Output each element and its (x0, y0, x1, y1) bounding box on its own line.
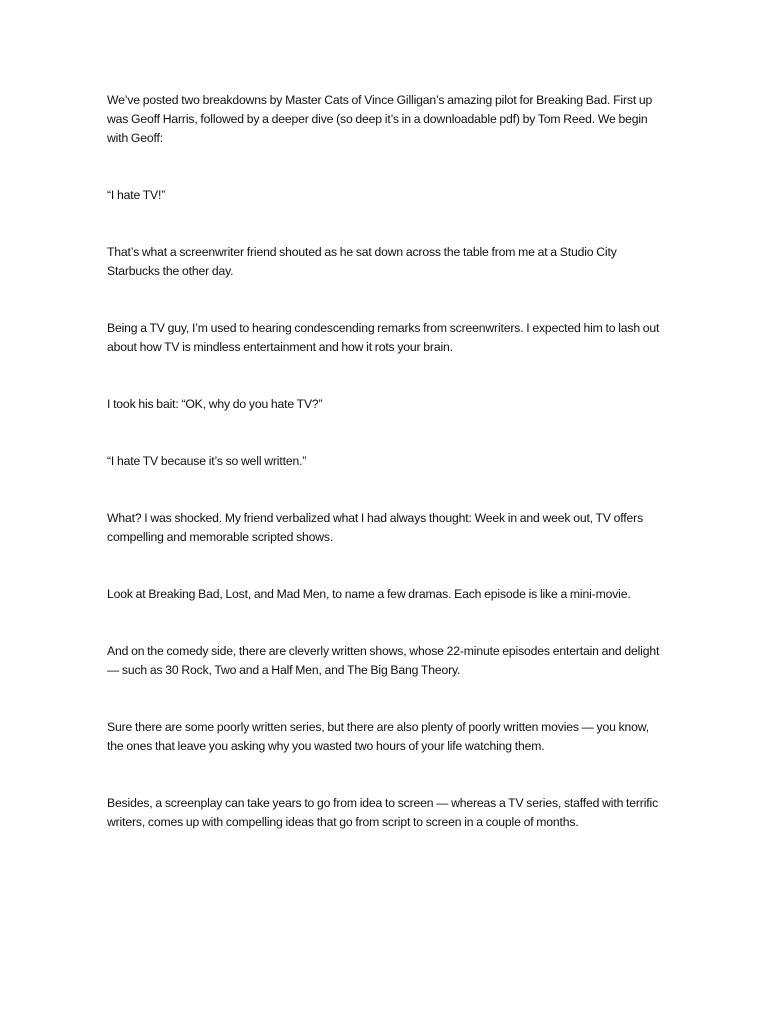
paragraph-tv-guy: Being a TV guy, I’m used to hearing condescending remarks from screenwriters. I expected him to lash out about how TV is mindless entertainment and how it rots your brain. (107, 321, 660, 354)
paragraph-screenplay-years: Besides, a screenplay can take years to go from idea to screen — whereas a TV series, staffed with terrific writers, comes up with compelling ideas that go from script to screen in a couple of months. (107, 796, 659, 829)
paragraph-comedy: And on the comedy side, there are cleverly written shows, whose 22-minute episodes entertain and delight — such as 30 Rock, Two and a Half Men, and The Big Bang Theory. (107, 644, 660, 677)
paragraph-poorly-written: Sure there are some poorly written series, but there are also plenty of poorly written movies — you know, the ones that leave you asking why you wasted two hours of your life watching them. (107, 720, 650, 753)
paragraph-took-bait: I took his bait: “OK, why do you hate TV?” (107, 397, 323, 411)
paragraph-starbucks: That’s what a screenwriter friend shouted as he sat down across the table from me at a Studio City Starbucks the other day. (107, 245, 617, 278)
document-body (107, 91, 667, 832)
paragraph-shocked: What? I was shocked. My friend verbalized what I had always thought: Week in and week out, TV offers compelling and memorable scripted shows. (107, 511, 644, 544)
paragraph-dramas: Look at Breaking Bad, Lost, and Mad Men, to name a few dramas. Each episode is like a mini-movie. (107, 587, 631, 601)
paragraph-intro: We’ve posted two breakdowns by Master Cats of Vince Gilligan’s amazing pilot for Breaking Bad. First up was Geoff Harris, followed by a deeper dive (so deep it’s in a downloadable pdf) by Tom Reed. We begin with Geoff: (107, 93, 653, 145)
paragraph-well-written: “I hate TV because it’s so well written.” (107, 454, 307, 468)
paragraph-quote-hate-tv: “I hate TV!” (107, 188, 166, 202)
